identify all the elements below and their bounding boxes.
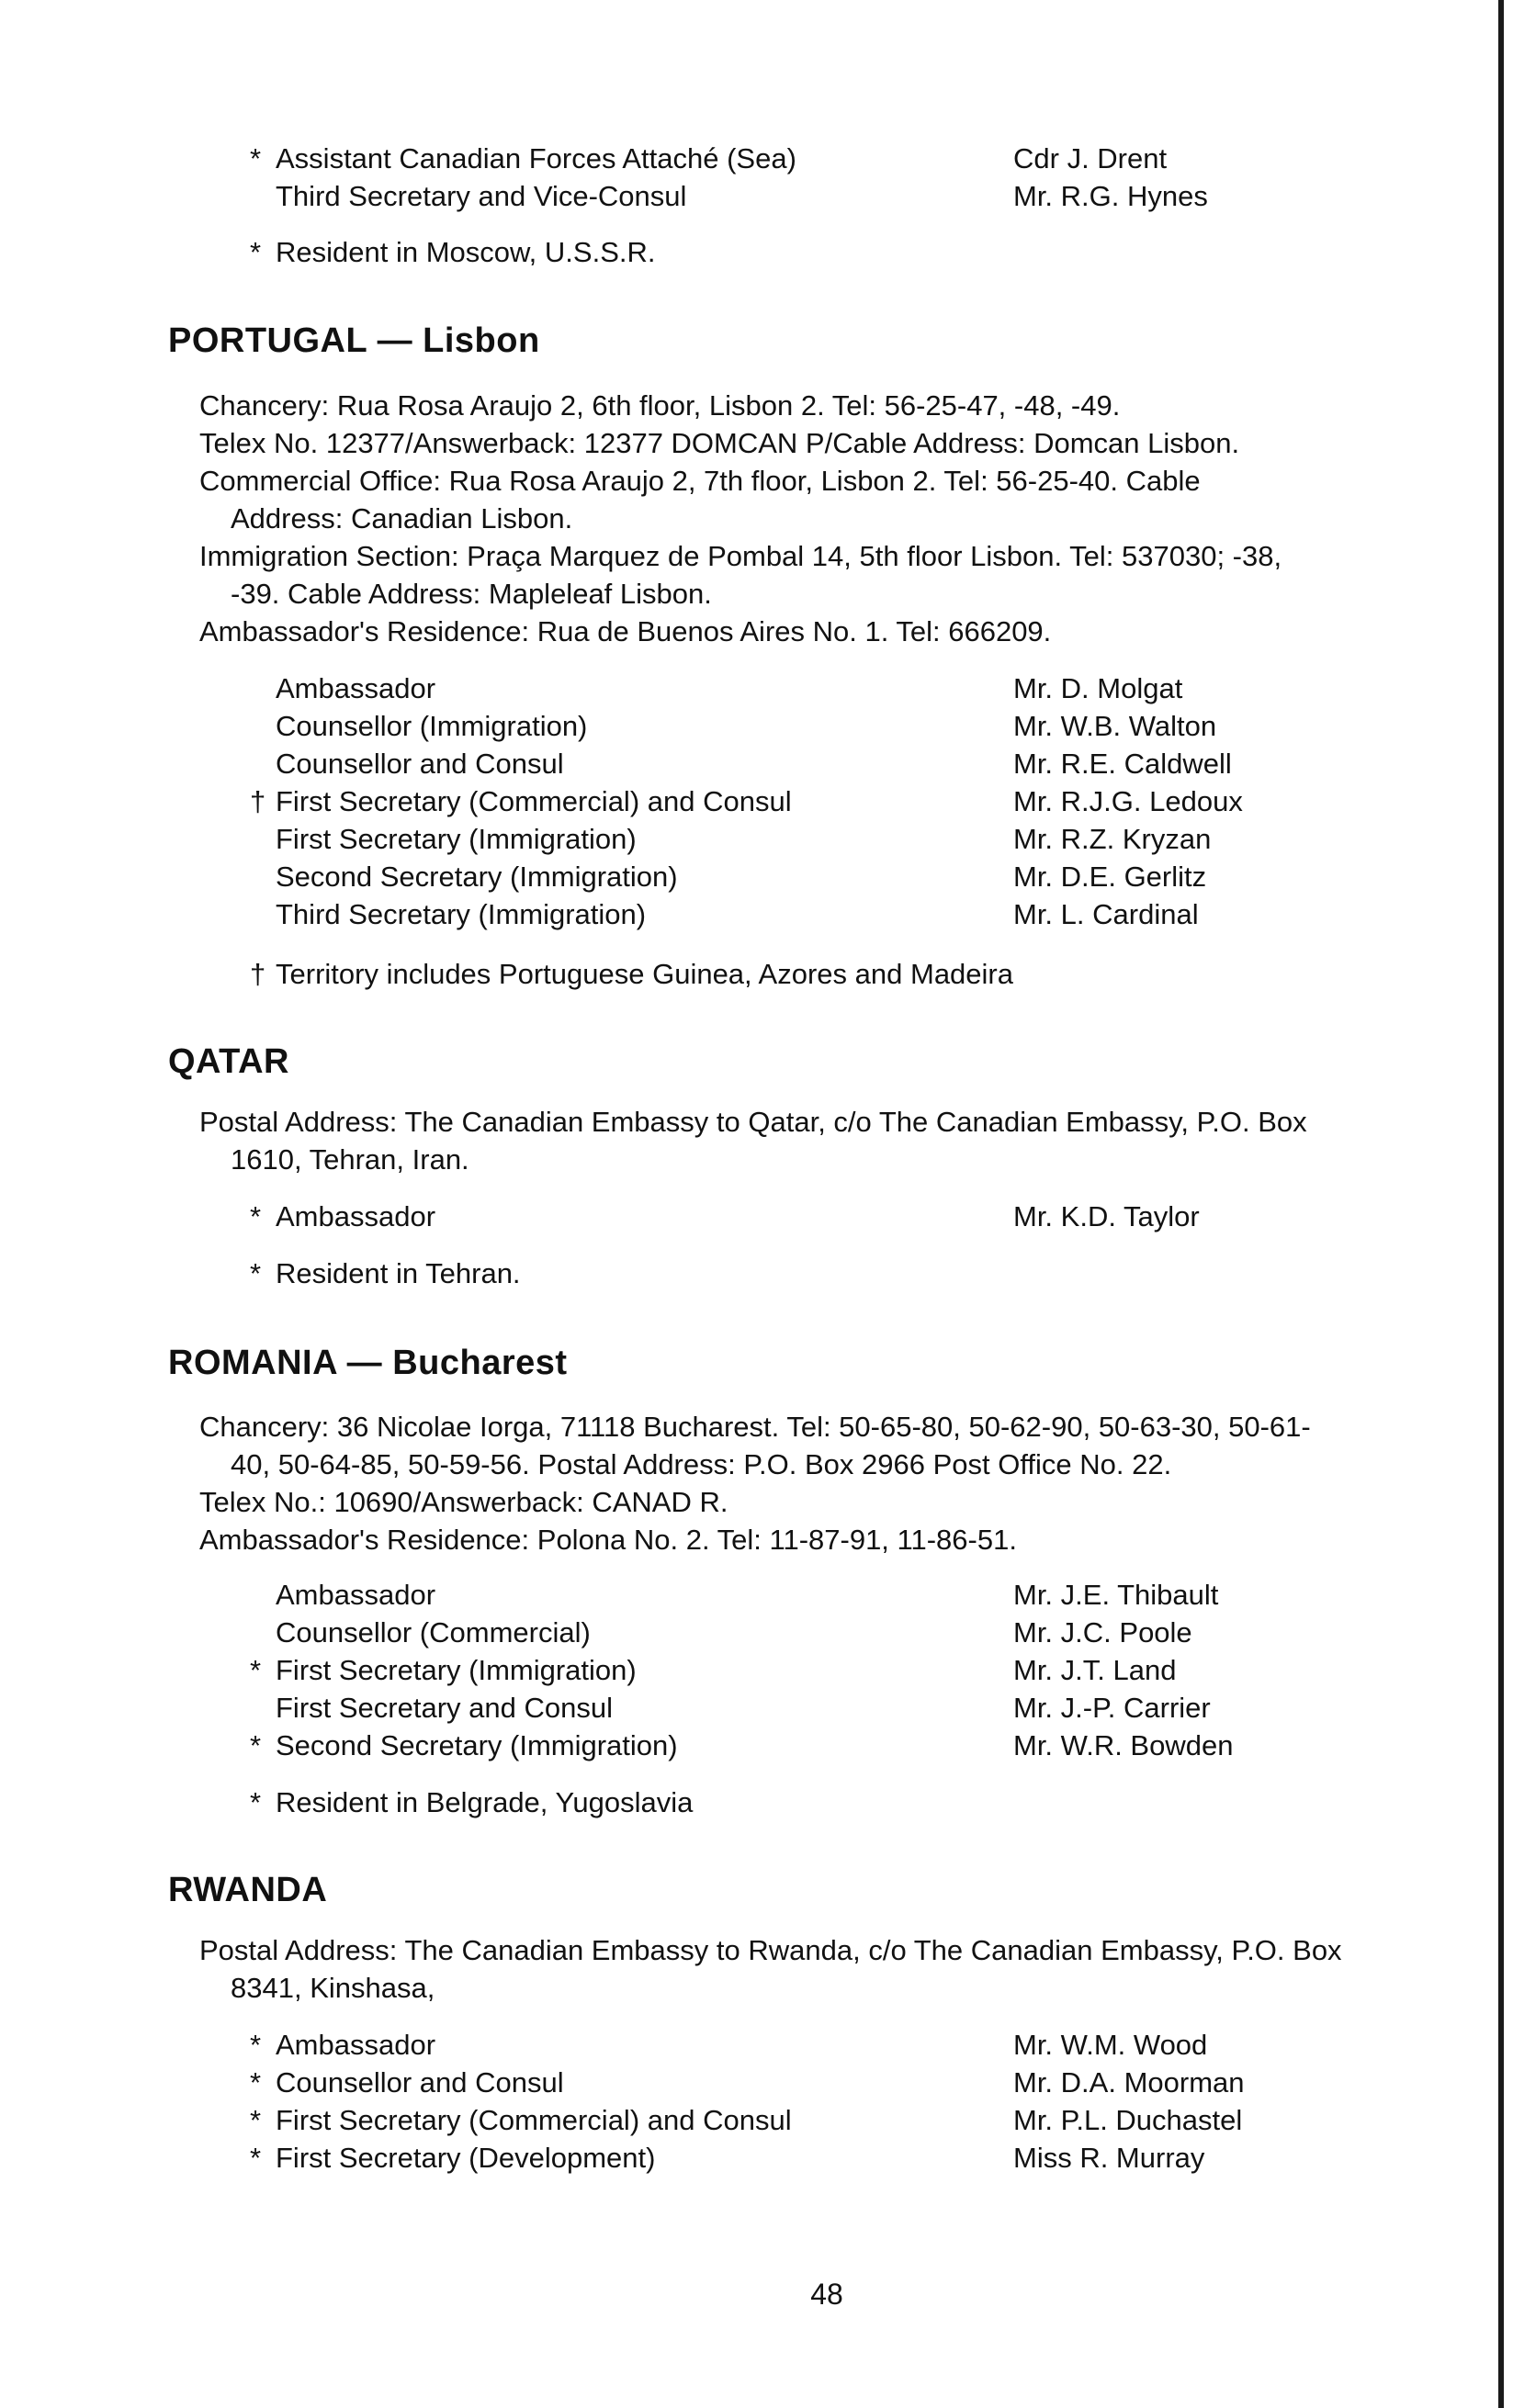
staff-name: Mr. W.R. Bowden: [1013, 1729, 1234, 1761]
staff-row: [0, 177, 1513, 215]
footnote-text: Resident in Belgrade, Yugoslavia: [276, 1786, 694, 1818]
asterisk-mark: *: [250, 1257, 262, 1289]
staff-name: Mr. P.L. Duchastel: [1013, 2104, 1243, 2136]
staff-name: Mr. W.M. Wood: [1013, 2029, 1208, 2061]
staff-name: Mr. J.T. Land: [1013, 1654, 1177, 1686]
qatar-footnote: [0, 1255, 521, 1292]
staff-name: Miss R. Murray: [1013, 2142, 1205, 2174]
dagger-mark: †: [250, 785, 266, 817]
address-line: Ambassador's Residence: Rua de Buenos Aires No. 1. Tel: 666209.: [199, 615, 1052, 647]
address-line: Chancery: 36 Nicolae Iorga, 71118 Bucharest. Tel: 50-65-80, 50-62-90, 50-63-30, 50-61-: [199, 1411, 1311, 1443]
asterisk-mark: *: [250, 1654, 262, 1686]
section-heading-rwanda: RWANDA: [168, 1871, 328, 1909]
section-heading-portugal: PORTUGAL — Lisbon: [168, 321, 540, 360]
staff-name: Mr. R.J.G. Ledoux: [1013, 785, 1243, 817]
romania-footnote: [0, 1783, 693, 1821]
romania-address-block: [199, 1408, 1476, 1558]
address-line: Commercial Office: Rua Rosa Araujo 2, 7th floor, Lisbon 2. Tel: 56-25-40. Cable: [199, 465, 1201, 497]
staff-title: Third Secretary (Immigration): [276, 898, 647, 930]
staff-title: Third Secretary and Vice-Consul: [276, 180, 687, 212]
address-line: 40, 50-64-85, 50-59-56. Postal Address: P.O. Box 2966 Post Office No. 22.: [231, 1448, 1172, 1480]
romania-staff-roster: [0, 1576, 1513, 1764]
portugal-footnote: [0, 955, 1013, 993]
staff-name: Mr. D. Molgat: [1013, 672, 1183, 704]
staff-row: [0, 2026, 1513, 2064]
staff-name: Mr. R.E. Caldwell: [1013, 748, 1232, 780]
staff-title: First Secretary (Immigration): [276, 1654, 637, 1686]
footnote-text: Territory includes Portuguese Guinea, Azores and Madeira: [276, 958, 1013, 990]
staff-row: [0, 1651, 1513, 1689]
staff-row: [0, 2139, 1513, 2177]
staff-title: First Secretary and Consul: [276, 1692, 613, 1724]
asterisk-mark: *: [250, 1729, 262, 1761]
address-line: Chancery: Rua Rosa Araujo 2, 6th floor, Lisbon 2. Tel: 56-25-47, -48, -49.: [199, 389, 1121, 422]
address-line: Address: Canadian Lisbon.: [231, 502, 573, 534]
section-heading-romania: ROMANIA — Bucharest: [168, 1344, 568, 1382]
asterisk-mark: *: [250, 1200, 262, 1232]
staff-name: Mr. J.E. Thibault: [1013, 1579, 1219, 1611]
staff-title: Counsellor and Consul: [276, 2066, 564, 2099]
staff-row: [0, 670, 1513, 707]
staff-name: Mr. W.B. Walton: [1013, 710, 1217, 742]
staff-row: [0, 1576, 1513, 1614]
staff-row: [0, 895, 1513, 933]
staff-title: First Secretary (Commercial) and Consul: [276, 785, 792, 817]
address-line: Telex No. 12377/Answerback: 12377 DOMCAN P/Cable Address: Domcan Lisbon.: [199, 427, 1240, 459]
asterisk-mark: *: [250, 236, 262, 268]
staff-title: Counsellor (Immigration): [276, 710, 588, 742]
staff-name: Mr. K.D. Taylor: [1013, 1200, 1200, 1232]
asterisk-mark: *: [250, 2029, 262, 2061]
asterisk-mark: *: [250, 142, 262, 174]
portugal-staff-roster: [0, 670, 1513, 933]
staff-title: Assistant Canadian Forces Attaché (Sea): [276, 142, 796, 174]
staff-title: Ambassador: [276, 672, 436, 704]
address-line: 8341, Kinshasa,: [231, 1972, 435, 2004]
staff-row: [0, 140, 1513, 177]
staff-row: [0, 1727, 1513, 1764]
staff-name: Mr. J.C. Poole: [1013, 1616, 1192, 1648]
asterisk-mark: *: [250, 2142, 262, 2174]
address-line: Ambassador's Residence: Polona No. 2. Tel: 11-87-91, 11-86-51.: [199, 1524, 1017, 1556]
staff-row: [0, 2101, 1513, 2139]
footnote-text: Resident in Moscow, U.S.S.R.: [276, 236, 656, 268]
staff-title: Counsellor (Commercial): [276, 1616, 591, 1648]
rwanda-address-block: [199, 1931, 1476, 2007]
staff-title: Second Secretary (Immigration): [276, 1729, 678, 1761]
staff-row: [0, 707, 1513, 745]
staff-name: Mr. L. Cardinal: [1013, 898, 1199, 930]
address-line: -39. Cable Address: Mapleleaf Lisbon.: [231, 578, 712, 610]
staff-row: [0, 1614, 1513, 1651]
staff-row: [0, 2064, 1513, 2101]
staff-name: Mr. R.Z. Kryzan: [1013, 823, 1212, 855]
staff-name: Cdr J. Drent: [1013, 142, 1168, 174]
staff-name: Mr. R.G. Hynes: [1013, 180, 1208, 212]
asterisk-mark: *: [250, 2104, 262, 2136]
dagger-mark: †: [250, 958, 266, 990]
staff-title: Second Secretary (Immigration): [276, 861, 678, 893]
staff-title: First Secretary (Immigration): [276, 823, 637, 855]
staff-name: Mr. D.A. Moorman: [1013, 2066, 1245, 2099]
staff-title: Ambassador: [276, 1579, 436, 1611]
address-line: Immigration Section: Praça Marquez de Pombal 14, 5th floor Lisbon. Tel: 537030; -38,: [199, 540, 1282, 572]
staff-title: First Secretary (Development): [276, 2142, 656, 2174]
top-footnote: [0, 233, 656, 271]
address-line: Telex No.: 10690/Answerback: CANAD R.: [199, 1486, 728, 1518]
staff-row: [0, 1689, 1513, 1727]
qatar-staff-roster: [0, 1198, 1513, 1235]
staff-title: Ambassador: [276, 2029, 436, 2061]
address-line: Postal Address: The Canadian Embassy to Rwanda, c/o The Canadian Embassy, P.O. Box: [199, 1934, 1342, 1966]
staff-row: [0, 782, 1513, 820]
rwanda-staff-roster: [0, 2026, 1513, 2177]
section-heading-qatar: QATAR: [168, 1042, 289, 1081]
staff-title: First Secretary (Commercial) and Consul: [276, 2104, 792, 2136]
staff-title: Ambassador: [276, 1200, 436, 1232]
address-line: Postal Address: The Canadian Embassy to Qatar, c/o The Canadian Embassy, P.O. Box: [199, 1106, 1307, 1138]
top-staff-roster: [0, 140, 1513, 215]
qatar-address-block: [199, 1103, 1476, 1178]
staff-title: Counsellor and Consul: [276, 748, 564, 780]
footnote-text: Resident in Tehran.: [276, 1257, 521, 1289]
staff-name: Mr. J.-P. Carrier: [1013, 1692, 1211, 1724]
staff-row: [0, 1198, 1513, 1235]
staff-row: [0, 745, 1513, 782]
portugal-address-block: [199, 387, 1476, 650]
staff-row: [0, 858, 1513, 895]
asterisk-mark: *: [250, 1786, 262, 1818]
page-number: 48: [810, 2278, 843, 2311]
asterisk-mark: *: [250, 2066, 262, 2099]
staff-name: Mr. D.E. Gerlitz: [1013, 861, 1207, 893]
address-line: 1610, Tehran, Iran.: [231, 1143, 469, 1176]
staff-row: [0, 820, 1513, 858]
